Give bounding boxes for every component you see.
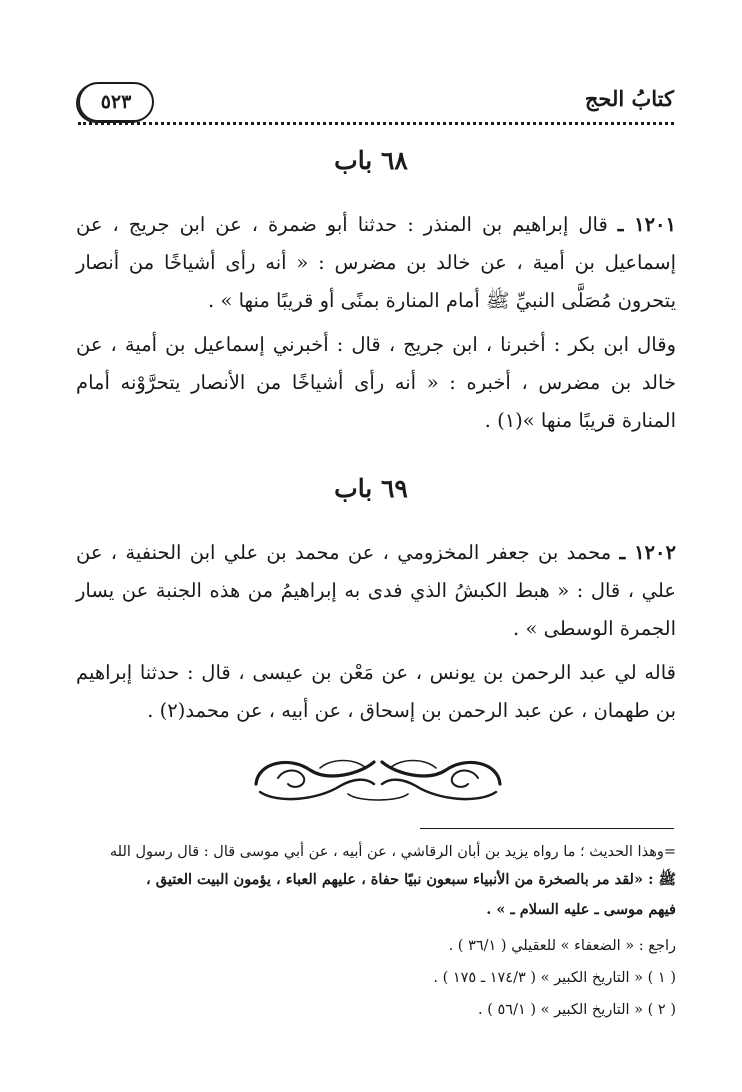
footnote-separator (420, 828, 674, 829)
footnote-quote-end: فيهم موسى ـ عليه السلام ـ » . (486, 901, 676, 918)
hadith-number: ١٢٠٢ ـ (619, 541, 676, 564)
hadith-text: قاله لي عبد الرحمن بن يونس ، عن مَعْن بن عيسى ، قال : حدثنا إبراهيم بن طهمان ، عن عبد الرحمن بن إسحاق ، عن أبيه ، عن محمد(٢) . (76, 661, 676, 722)
footnote-continuation-line-2 (70, 866, 676, 894)
footnote-continuation-line-1: =وهذا الحديث ؛ ما رواه يزيد بن أبان الرقاشي ، عن أبيه ، عن أبي موسى قال : قال رسول الله (109, 844, 676, 860)
hadith-text: محمد بن جعفر المخزومي ، عن محمد بن علي ابن الحنفية ، عن علي ، قال : « هبط الكبشُ الذي فدى به إبراهيمُ من هذه الجنبة عن يسار الجمرة الوسطى » . (76, 541, 676, 640)
hadith-1201-second-chain (76, 326, 676, 440)
page-number-badge: ٥٢٣ (78, 82, 154, 122)
hadith-number: ١٢٠١ ـ (617, 213, 676, 236)
decorative-ornament-icon (248, 744, 508, 808)
chapter-title-68: ٦٨ باب (334, 146, 408, 175)
footnote-1: ( ١ ) « التاريخ الكبير » ( ١٧٤/٣ ـ ١٧٥ ) . (433, 970, 676, 986)
footnote-continuation-line-3 (70, 896, 676, 924)
hadith-1201 (76, 206, 676, 320)
header-dotted-rule (78, 122, 674, 125)
hadith-1202 (76, 534, 676, 648)
footnote-quote-text: ﷺ : «لقد مر بالصخرة من الأنبياء سبعون نبيًا حفاة ، عليهم العباء ، يؤمون البيت العتيق ، (146, 871, 676, 888)
footnote-2: ( ٢ ) « التاريخ الكبير » ( ٥٦/١ ) . (478, 1002, 676, 1018)
footnote-reference: راجع : « الضعفاء » للعقيلي ( ٣٦/١ ) . (448, 938, 676, 954)
book-title: كتابُ الحج (584, 86, 674, 111)
hadith-text: وقال ابن بكر : أخبرنا ، ابن جريج ، قال : أخبرني إسماعيل بن أمية ، عن خالد بن مضرس ، أخبره : « أنه رأى أشياخًا من الأنصار يتحرَّوْنه أمام المنارة قريبًا منها »(١) . (76, 333, 676, 432)
hadith-text: قال إبراهيم بن المنذر : حدثنا أبو ضمرة ، عن ابن جريج ، عن إسماعيل بن أمية ، عن خالد بن مضرس : « أنه رأى أشياخًا من أنصار يتحرون مُصَلَّى النبيِّ ﷺ أمام المنارة بمنًى أو قريبًا منها » . (76, 213, 676, 312)
chapter-title-69: ٦٩ باب (334, 474, 408, 503)
hadith-1202-narration (76, 654, 676, 730)
page-header (78, 82, 674, 128)
